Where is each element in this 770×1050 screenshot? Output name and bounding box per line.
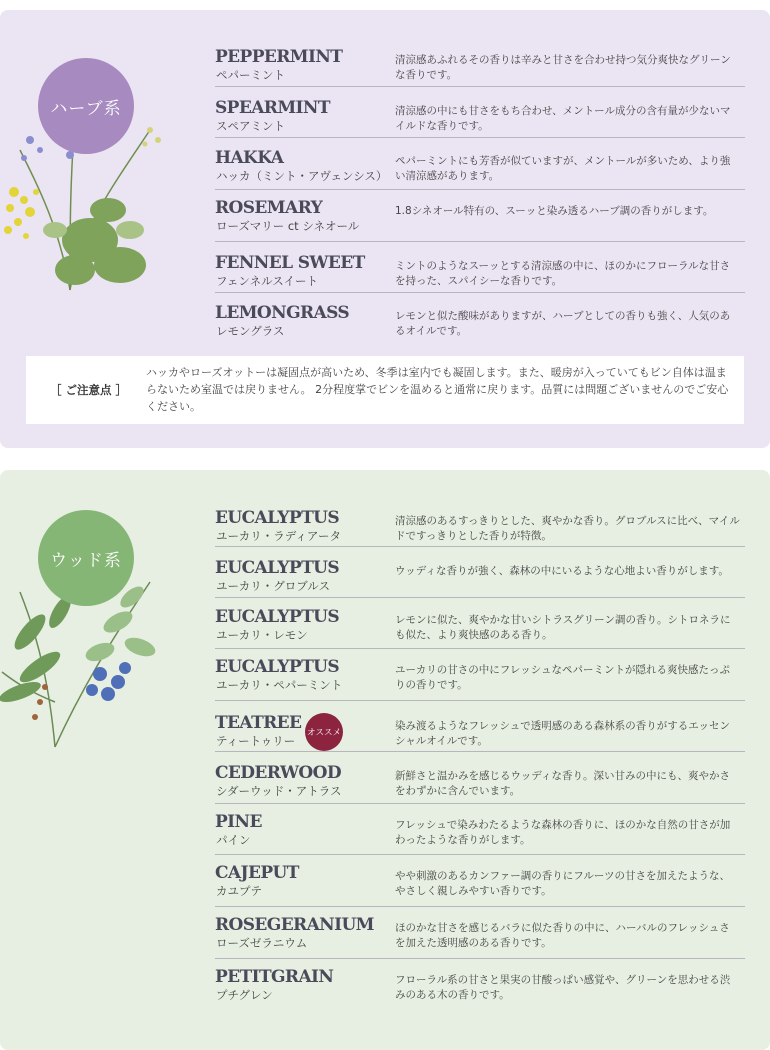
oil-name-en: EUCALYPTUS [215,508,340,528]
oil-description: やや刺激のあるカンファー調の香りにフルーツの甘さを加えたような、やさしく親しみやすい香りです。 [395,870,730,897]
oil-row [215,148,745,190]
oil-row [215,607,745,649]
oil-name-jp: ユーカリ・ペパーミント [216,678,343,692]
oil-name-en: CEDERWOOD [215,763,341,783]
oil-description: レモンに似た、爽やかな甘いシトラスグリーン調の香り。シトロネラにも似た、より爽快感のある香り。 [395,614,731,641]
oil-row [215,915,745,959]
oil-name-jp: レモングラス [216,324,285,338]
oil-name-en: EUCALYPTUS [215,607,340,627]
oil-name-en: PINE [215,812,262,832]
oil-row [215,198,745,242]
oil-row [215,713,745,752]
oil-name-en: SPEARMINT [215,98,330,118]
recommended-badge: オススメ [305,713,343,751]
oil-name-jp: シダーウッド・アトラス [216,784,342,798]
oil-description: 清涼感の中にも甘さをもち合わせ、メントール成分の含有量が少ないマイルドな香りです。 [395,105,731,132]
herb-section [0,10,770,448]
oil-name-jp: ユーカリ・レモン [216,628,308,642]
oil-description: ミントのようなスーッとする清涼感の中に、ほのかにフローラルな甘さを持った、スパイシーな香りです。 [395,260,731,287]
oil-row [215,303,745,343]
oil-row [215,508,745,547]
oil-name-jp: パイン [216,833,251,847]
oil-name-jp: ユーカリ・グロブルス [216,579,330,593]
oil-name-jp: ローズゼラニウム [216,936,308,950]
oil-row [215,657,745,701]
oil-description: フローラル系の甘さと果実の甘酸っぱい感覚や、グリーンを思わせる渋みのある木の香りです。 [395,974,731,1001]
oil-name-en: TEATREE [215,713,302,733]
oil-row [215,863,745,907]
oil-name-jp: ローズマリー ct シネオール [216,219,360,233]
oil-description: 新鮮さと温かみを感じるウッディな香り。深い甘みの中にも、爽やかさをわずかに含んでいます。 [395,770,730,797]
notice-text: ハッカやローズオットーは凝固点が高いため、冬季は室内でも凝固します。また、暖房が入っていてもビン自体は温まらないため室温では戻りません。 2分程度掌でビンを温めると通常に戻ります。品質には問題ございませんのでご安心ください。 [146,366,729,413]
oil-name-en: HAKKA [215,148,284,168]
oil-name-jp: プチグレン [216,988,273,1002]
wood-section [0,470,770,1050]
oil-row [215,967,745,1009]
oil-row [215,47,745,87]
oil-description: フレッシュで染みわたるような森林の香りに、ほのかな自然の甘さが加わったような香りがします。 [395,819,731,846]
oil-name-en: EUCALYPTUS [215,657,340,677]
oil-name-jp: ハッカ（ミント・アヴェンシス） [216,169,388,183]
oil-name-jp: ユーカリ・ラディアータ [216,529,342,543]
oil-name-en: PETITGRAIN [215,967,334,987]
wood-category-badge: ウッド系 [38,510,134,606]
oil-description: 1.8シネオール特有の、スーッと染み透るハーブ調の香りがします。 [395,205,714,217]
oil-name-en: PEPPERMINT [215,47,343,67]
oil-description: 清涼感あふれるその香りは辛みと甘さを合わせ持つ気分爽快なグリーンな香りです。 [395,54,731,81]
oil-name-en: FENNEL SWEET [215,253,365,273]
oil-description: ウッディな香りが強く、森林の中にいるような心地よい香りがします。 [395,565,729,577]
oil-name-jp: フェンネルスイート [216,274,319,288]
oil-name-jp: カユプテ [216,884,262,898]
oil-row [215,812,745,855]
oil-description: レモンと似た酸味がありますが、ハーブとしての香りも強く、人気のあるオイルです。 [395,310,731,337]
oil-name-jp: スペアミント [216,119,285,133]
oil-description: 清涼感のあるすっきりとした、爽やかな香り。グロブルスに比べ、マイルドですっきりとした香りが特徴。 [395,515,740,542]
oil-row [215,253,745,293]
oil-name-en: CAJEPUT [215,863,299,883]
oil-row [215,558,745,598]
oil-row [215,98,745,138]
oil-name-jp: ペパーミント [216,68,285,82]
oil-description: ユーカリの甘さの中にフレッシュなペパーミントが隠れる爽快感たっぷりの香りです。 [395,664,731,691]
oil-name-en: ROSEMARY [215,198,323,218]
notice-label: ［ ご注意点 ］ [50,383,128,397]
oil-name-jp: ティートゥリー [216,734,296,748]
oil-name-en: EUCALYPTUS [215,558,340,578]
oil-description: 染み渡るようなフレッシュで透明感のある森林系の香りがするエッセンシャルオイルです。 [395,720,731,747]
oil-name-en: ROSEGERANIUM [215,915,374,935]
oil-description: ペパーミントにも芳香が似ていますが、メントールが多いため、より強い清涼感があります。 [395,155,731,182]
oil-name-en: LEMONGRASS [215,303,350,323]
oil-description: ほのかな甘さを感じるバラに似た香りの中に、ハーバルのフレッシュさを加えた透明感のある香りです。 [395,922,730,949]
herb-category-badge: ハーブ系 [38,58,134,154]
notice-box [26,356,744,424]
oil-row [215,763,745,804]
